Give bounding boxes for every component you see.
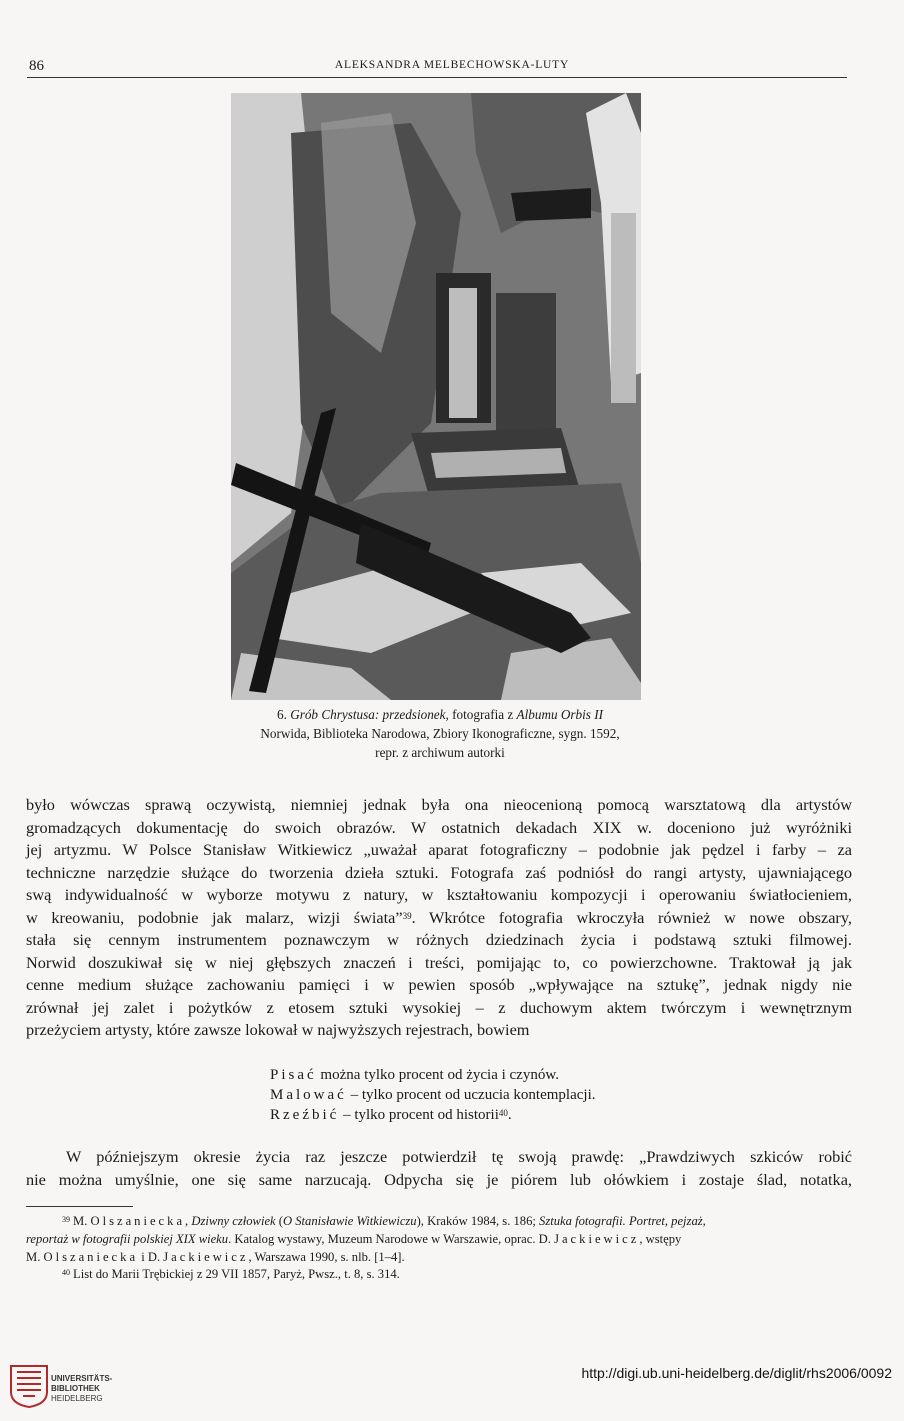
text-line: stała się cennym instrumentem poznawczym w różnych dziedzinach życia i podstawą sztuki filmowej. xyxy=(26,930,852,949)
figure-photograph xyxy=(231,93,641,700)
text-line: techniczne narzędzie służące do tworzenia dzieła sztuki. Fotografa zaś podniósł do rangi artysty, ujawniającego xyxy=(26,862,852,882)
text-line: swą indywidualność w wyborze motywu z natury, w kształtowaniu kompozycji i operowaniu światłocieniem, xyxy=(26,885,852,904)
source-url-link[interactable]: http://digi.ub.uni-heidelberg.de/diglit/rhs2006/0092 xyxy=(581,1365,892,1381)
text-line: przeżyciem artysty, które zawsze lokował w najwyższych rejestrach, bowiem xyxy=(26,1020,530,1039)
footnote-40: $^{40}$ List do Marii Trębickiej z 29 VII 1857, Paryż, Pwsz., t. 8, s. 314. xyxy=(62,1267,400,1282)
text-line: zrównał jej zalet i pożytków z etosem sztuki wysokiej – z duchowym aktem twórczym i wewnętrznym xyxy=(26,997,852,1017)
library-name: UNIVERSITÄTS- BIBLIOTHEK HEIDELBERG xyxy=(51,1374,113,1403)
text-line: nie można umyślnie, one się same narzucają. Odpycha się je piórem lub ołówkiem i zostaje ślad, notatka, xyxy=(26,1169,852,1189)
body-paragraph-1 xyxy=(26,794,852,1042)
caption-line-3: repr. z archiwum autorki xyxy=(375,745,505,760)
text-line: w kreowaniu, podobnie jak malarz, wizji świata”$^{39}$. Wkrótce fotografia wkroczyła również w nowe obszary, xyxy=(26,907,852,927)
footnote-39-line-1: $^{39}$ M. Olszaniecka, Dziwny człowiek (O Stanisławie Witkiewiczu), Kraków 1984, s. 186; Sztuka fotografii. Portret, pejzaż, xyxy=(62,1214,706,1228)
page-number: 86 xyxy=(29,58,44,74)
footnote-39-line-2: reportaż w fotografii polskiej XIX wieku. Katalog wystawy, Muzeum Narodowe w Warszawie, oprac. D. Jackiewicz, wstępy xyxy=(26,1231,682,1246)
caption-line-2: Norwida, Biblioteka Narodowa, Zbiory Ikonograficzne, sygn. 1592, xyxy=(260,726,620,741)
poem-quote xyxy=(270,1065,595,1125)
poem-line-2: Malować – tylko procent od uczucia kontemplacji. xyxy=(270,1087,596,1103)
text-line: Norwid doszukiwał się w niej głębszych znaczeń i treści, pomijając to, co powierzchowne. Traktował ją jak xyxy=(26,952,852,972)
text-line: W późniejszym okresie życia raz jeszcze potwierdził tę swoją prawdę: „Prawdziwych szkiców robić xyxy=(66,1147,852,1166)
footnote-rule xyxy=(26,1206,133,1207)
library-logo-icon xyxy=(9,1364,49,1408)
figure-caption xyxy=(200,705,680,762)
caption-line-1: 6. Grób Chrystusa: przedsionek, fotografia z Albumu Orbis II xyxy=(277,707,603,722)
footnotes xyxy=(26,1213,852,1284)
text-line: jej artyzmu. W Polsce Stanisław Witkiewicz „uważał aparat fotograficzny – podobnie jak pędzel i farby – za xyxy=(26,840,852,859)
tomb-photo-illustration xyxy=(231,93,641,700)
body-paragraph-2 xyxy=(26,1146,852,1191)
running-head: ALEKSANDRA MELBECHOWSKA-LUTY xyxy=(334,59,570,71)
footnote-ref-40: 40 xyxy=(498,1108,508,1118)
text-line: gromadzących dokumentację do swoich obrazów. W ostatnich dekadach XIX w. doceniono już wyróżniki xyxy=(26,817,852,837)
header-rule xyxy=(27,77,847,78)
poem-line-3: Rzeźbić – tylko procent od historii$^{40}$. xyxy=(270,1107,512,1123)
text-line: cenne medium służące zachowaniu pamięci i w pewien sposób „wpływające na sztukę”, jednak nigdy nie xyxy=(26,975,852,994)
footnote-ref-39: 39 xyxy=(402,910,412,921)
footnote-39-line-3: M. Olszaniecka i D. Jackiewicz, Warszawa 1990, s. nlb. [1–4]. xyxy=(26,1249,405,1264)
text-line: było wówczas sprawą oczywistą, niemniej jednak była ona nieocenioną pomocą warsztatową dla artystów xyxy=(26,795,852,814)
poem-line-1: Pisać można tylko procent od życia i czynów. xyxy=(270,1067,559,1083)
